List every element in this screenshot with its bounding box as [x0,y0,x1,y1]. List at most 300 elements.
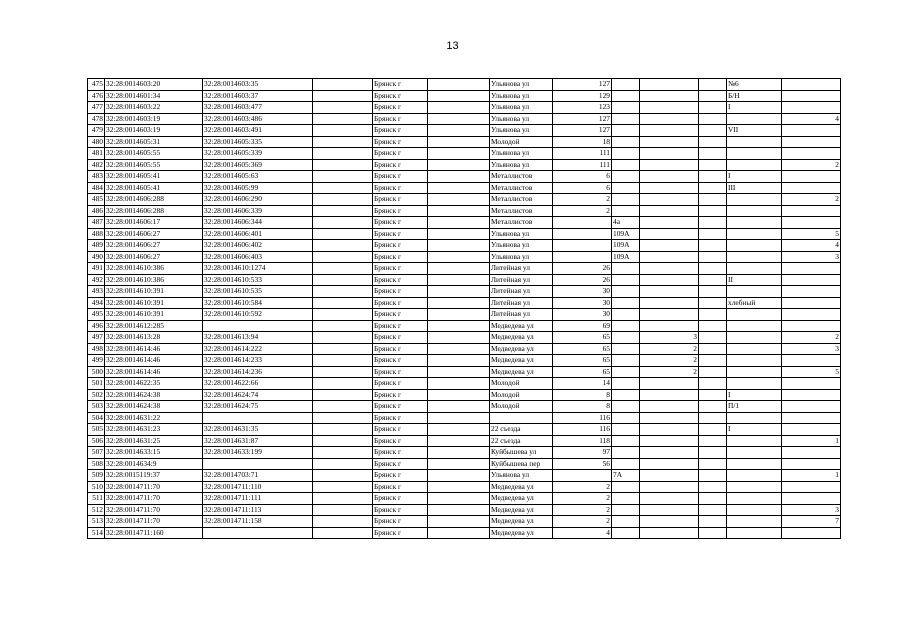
building-part [640,320,699,332]
house-letter [612,447,640,459]
cadastral-number: 32:28:0014624:38 [105,389,203,401]
street-cell: Металлистов [490,194,553,206]
row-number: 500 [88,366,105,378]
empty-cell [699,366,727,378]
premises-number [727,286,782,298]
building-number [203,320,313,332]
apartment-number [782,136,841,148]
table-row [88,412,841,424]
empty-cell [428,378,490,390]
building-part [640,493,699,505]
building-number: 32:28:0014631:87 [203,435,313,447]
apartment-number [782,286,841,298]
apartment-number [782,309,841,321]
cadastral-number: 32:28:0014631:25 [105,435,203,447]
empty-cell [428,263,490,275]
building-part [640,217,699,229]
empty-cell [699,159,727,171]
city-cell: Брянск г [373,136,428,148]
house-number: 2 [553,194,612,206]
house-number: 65 [553,355,612,367]
premises-number: I [727,171,782,183]
city-cell: Брянск г [373,228,428,240]
apartment-number: 5 [782,366,841,378]
premises-number [727,435,782,447]
cadastral-number: 32:28:0014622:35 [105,378,203,390]
street-cell: 22 съезда [490,435,553,447]
empty-cell [699,113,727,125]
house-letter [612,205,640,217]
empty-cell [428,113,490,125]
city-cell: Брянск г [373,458,428,470]
street-cell: Куйбышева пер [490,458,553,470]
building-number: 32:28:0014610:592 [203,309,313,321]
city-cell: Брянск г [373,504,428,516]
house-letter [612,320,640,332]
premises-number [727,504,782,516]
empty-cell [313,527,373,539]
row-number: 475 [88,79,105,91]
table-row [88,136,841,148]
empty-cell [313,343,373,355]
street-cell: Медведева ул [490,504,553,516]
house-letter [612,159,640,171]
table-row [88,493,841,505]
registry-table [87,78,841,539]
empty-cell [699,332,727,344]
cadastral-number: 32:28:0014606:27 [105,240,203,252]
building-number: 32:28:0014603:35 [203,79,313,91]
table-row [88,366,841,378]
house-number: 56 [553,458,612,470]
city-cell: Брянск г [373,424,428,436]
table-row [88,194,841,206]
empty-cell [428,274,490,286]
street-cell: Литейная ул [490,274,553,286]
premises-number [727,447,782,459]
row-number: 490 [88,251,105,263]
cadastral-number: 32:28:0014614:46 [105,366,203,378]
row-number: 499 [88,355,105,367]
city-cell: Брянск г [373,309,428,321]
empty-cell [699,205,727,217]
street-cell: Молодой [490,378,553,390]
empty-cell [313,516,373,528]
empty-cell [428,435,490,447]
house-number: 127 [553,113,612,125]
empty-cell [699,297,727,309]
empty-cell [699,182,727,194]
city-cell: Брянск г [373,470,428,482]
building-part [640,389,699,401]
table-row [88,504,841,516]
table-row [88,182,841,194]
house-number [553,228,612,240]
premises-number: III [727,182,782,194]
apartment-number [782,171,841,183]
premises-number [727,378,782,390]
building-part [640,263,699,275]
apartment-number [782,320,841,332]
row-number: 504 [88,412,105,424]
row-number: 509 [88,470,105,482]
table-row [88,470,841,482]
premises-number [727,470,782,482]
premises-number [727,332,782,344]
empty-cell [428,447,490,459]
house-letter [612,401,640,413]
table-row [88,447,841,459]
empty-cell [313,401,373,413]
cadastral-number: 32:28:0014711:70 [105,481,203,493]
building-number: 32:28:0014603:477 [203,102,313,114]
building-number: 32:28:0014711:110 [203,481,313,493]
house-letter [612,343,640,355]
empty-cell [699,263,727,275]
house-number: 26 [553,274,612,286]
table-row [88,286,841,298]
premises-number: П/1 [727,401,782,413]
apartment-number [782,125,841,137]
empty-cell [428,481,490,493]
empty-cell [313,366,373,378]
building-part [640,136,699,148]
row-number: 481 [88,148,105,160]
house-letter: 109А [612,228,640,240]
building-part [640,274,699,286]
table-row [88,263,841,275]
premises-number [727,228,782,240]
empty-cell [699,424,727,436]
empty-cell [313,102,373,114]
house-letter [612,263,640,275]
empty-cell [313,148,373,160]
empty-cell [313,125,373,137]
city-cell: Брянск г [373,332,428,344]
city-cell: Брянск г [373,389,428,401]
empty-cell [313,389,373,401]
table-row [88,481,841,493]
apartment-number: 5 [782,228,841,240]
house-number [553,470,612,482]
premises-number [727,493,782,505]
premises-number [727,148,782,160]
premises-number: VII [727,125,782,137]
table-row [88,125,841,137]
table-row [88,217,841,229]
cadastral-number: 32:28:0014601:34 [105,90,203,102]
premises-number: I [727,389,782,401]
house-number: 2 [553,481,612,493]
building-number: 32:28:0014605:63 [203,171,313,183]
building-part [640,458,699,470]
empty-cell [428,493,490,505]
table-row [88,516,841,528]
house-number: 116 [553,412,612,424]
building-part [640,171,699,183]
building-number [203,527,313,539]
apartment-number: 3 [782,343,841,355]
city-cell: Брянск г [373,79,428,91]
empty-cell [699,274,727,286]
table-row [88,435,841,447]
house-number: 8 [553,389,612,401]
apartment-number: 3 [782,504,841,516]
empty-cell [699,493,727,505]
table-row [88,90,841,102]
street-cell: Ульянова ул [490,251,553,263]
house-letter [612,113,640,125]
apartment-number [782,493,841,505]
city-cell: Брянск г [373,148,428,160]
empty-cell [428,516,490,528]
empty-cell [313,171,373,183]
row-number: 510 [88,481,105,493]
building-part [640,447,699,459]
cadastral-number: 32:28:0014606:288 [105,194,203,206]
street-cell: Ульянова ул [490,470,553,482]
city-cell: Брянск г [373,527,428,539]
building-part [640,113,699,125]
empty-cell [313,274,373,286]
apartment-number [782,447,841,459]
city-cell: Брянск г [373,274,428,286]
empty-cell [313,435,373,447]
building-number: 32:28:0014605:369 [203,159,313,171]
building-part: 2 [640,366,699,378]
row-number: 484 [88,182,105,194]
cadastral-number: 32:28:0014613:28 [105,332,203,344]
apartment-number [782,424,841,436]
row-number: 479 [88,125,105,137]
empty-cell [428,366,490,378]
apartment-number [782,205,841,217]
row-number: 493 [88,286,105,298]
cadastral-number: 32:28:0014624:38 [105,401,203,413]
house-letter [612,136,640,148]
city-cell: Брянск г [373,435,428,447]
row-number: 514 [88,527,105,539]
premises-number: Б/Н [727,90,782,102]
city-cell: Брянск г [373,113,428,125]
house-number [553,251,612,263]
house-letter [612,194,640,206]
table-row [88,527,841,539]
table-row [88,102,841,114]
city-cell: Брянск г [373,263,428,275]
house-letter [612,332,640,344]
row-number: 487 [88,217,105,229]
city-cell: Брянск г [373,171,428,183]
row-number: 494 [88,297,105,309]
empty-cell [313,182,373,194]
row-number: 496 [88,320,105,332]
row-number: 488 [88,228,105,240]
building-number: 32:28:0014610:584 [203,297,313,309]
empty-cell [313,79,373,91]
house-letter [612,493,640,505]
empty-cell [699,240,727,252]
empty-cell [428,136,490,148]
apartment-number [782,297,841,309]
house-number: 116 [553,424,612,436]
row-number: 492 [88,274,105,286]
empty-cell [313,194,373,206]
premises-number: №6 [727,79,782,91]
empty-cell [313,504,373,516]
premises-number [727,251,782,263]
city-cell: Брянск г [373,481,428,493]
empty-cell [428,228,490,240]
house-number: 30 [553,286,612,298]
table-row [88,159,841,171]
row-number: 508 [88,458,105,470]
cadastral-number: 32:28:0014711:70 [105,493,203,505]
empty-cell [699,171,727,183]
street-cell: Ульянова ул [490,159,553,171]
apartment-number [782,527,841,539]
empty-cell [428,90,490,102]
building-number [203,412,313,424]
cadastral-number: 32:28:0014606:288 [105,205,203,217]
table-row [88,113,841,125]
empty-cell [313,458,373,470]
building-number: 32:28:0014605:335 [203,136,313,148]
house-number: 2 [553,516,612,528]
premises-number [727,136,782,148]
house-number: 30 [553,309,612,321]
premises-number [727,194,782,206]
apartment-number [782,274,841,286]
empty-cell [428,389,490,401]
row-number: 485 [88,194,105,206]
empty-cell [313,447,373,459]
building-part [640,182,699,194]
street-cell: Медведева ул [490,332,553,344]
premises-number [727,159,782,171]
street-cell: Медведева ул [490,493,553,505]
house-number: 2 [553,504,612,516]
building-number: 32:28:0014624:75 [203,401,313,413]
street-cell: Металлистов [490,182,553,194]
row-number: 480 [88,136,105,148]
building-number [203,458,313,470]
row-number: 477 [88,102,105,114]
premises-number: I [727,424,782,436]
building-number: 32:28:0014606:402 [203,240,313,252]
row-number: 486 [88,205,105,217]
house-number [553,240,612,252]
city-cell: Брянск г [373,355,428,367]
building-number: 32:28:0014614:236 [203,366,313,378]
cadastral-number: 32:28:0015119:37 [105,470,203,482]
street-cell: Литейная ул [490,309,553,321]
empty-cell [313,228,373,240]
building-number: 32:28:0014603:491 [203,125,313,137]
premises-number [727,527,782,539]
building-part [640,205,699,217]
empty-cell [699,447,727,459]
building-part: 2 [640,355,699,367]
cadastral-number: 32:28:0014603:19 [105,113,203,125]
row-number: 495 [88,309,105,321]
city-cell: Брянск г [373,217,428,229]
street-cell: Ульянова ул [490,102,553,114]
city-cell: Брянск г [373,412,428,424]
premises-number [727,412,782,424]
empty-cell [428,355,490,367]
house-letter [612,458,640,470]
house-letter [612,286,640,298]
empty-cell [699,217,727,229]
building-part [640,401,699,413]
cadastral-number: 32:28:0014603:20 [105,79,203,91]
house-number [553,217,612,229]
building-part [640,504,699,516]
cadastral-number: 32:28:0014610:386 [105,263,203,275]
apartment-number [782,182,841,194]
building-number: 32:28:0014711:113 [203,504,313,516]
apartment-number: 2 [782,194,841,206]
empty-cell [428,286,490,298]
empty-cell [699,516,727,528]
page-number: 13 [446,40,459,52]
cadastral-number: 32:28:0014711:70 [105,516,203,528]
building-part [640,309,699,321]
city-cell: Брянск г [373,159,428,171]
street-cell: 22 съезда [490,424,553,436]
premises-number [727,320,782,332]
table-row [88,332,841,344]
table-row [88,389,841,401]
empty-cell [313,263,373,275]
street-cell: Ульянова ул [490,113,553,125]
building-part [640,102,699,114]
empty-cell [428,412,490,424]
city-cell: Брянск г [373,194,428,206]
cadastral-number: 32:28:0014633:15 [105,447,203,459]
house-letter [612,274,640,286]
apartment-number [782,389,841,401]
house-number: 4 [553,527,612,539]
empty-cell [428,470,490,482]
apartment-number: 7 [782,516,841,528]
empty-cell [699,125,727,137]
empty-cell [313,481,373,493]
apartment-number [782,102,841,114]
house-number: 65 [553,366,612,378]
building-number: 32:28:0014606:339 [203,205,313,217]
empty-cell [699,481,727,493]
building-part [640,240,699,252]
table-row [88,205,841,217]
empty-cell [313,320,373,332]
table-row [88,401,841,413]
empty-cell [428,125,490,137]
cadastral-number: 32:28:0014610:391 [105,297,203,309]
empty-cell [428,251,490,263]
row-number: 478 [88,113,105,125]
house-letter: 4а [612,217,640,229]
empty-cell [699,136,727,148]
empty-cell [428,424,490,436]
building-number: 32:28:0014610:1274 [203,263,313,275]
premises-number: хлебный [727,297,782,309]
table-row [88,378,841,390]
cadastral-number: 32:28:0014605:41 [105,171,203,183]
house-letter [612,171,640,183]
house-letter [612,435,640,447]
